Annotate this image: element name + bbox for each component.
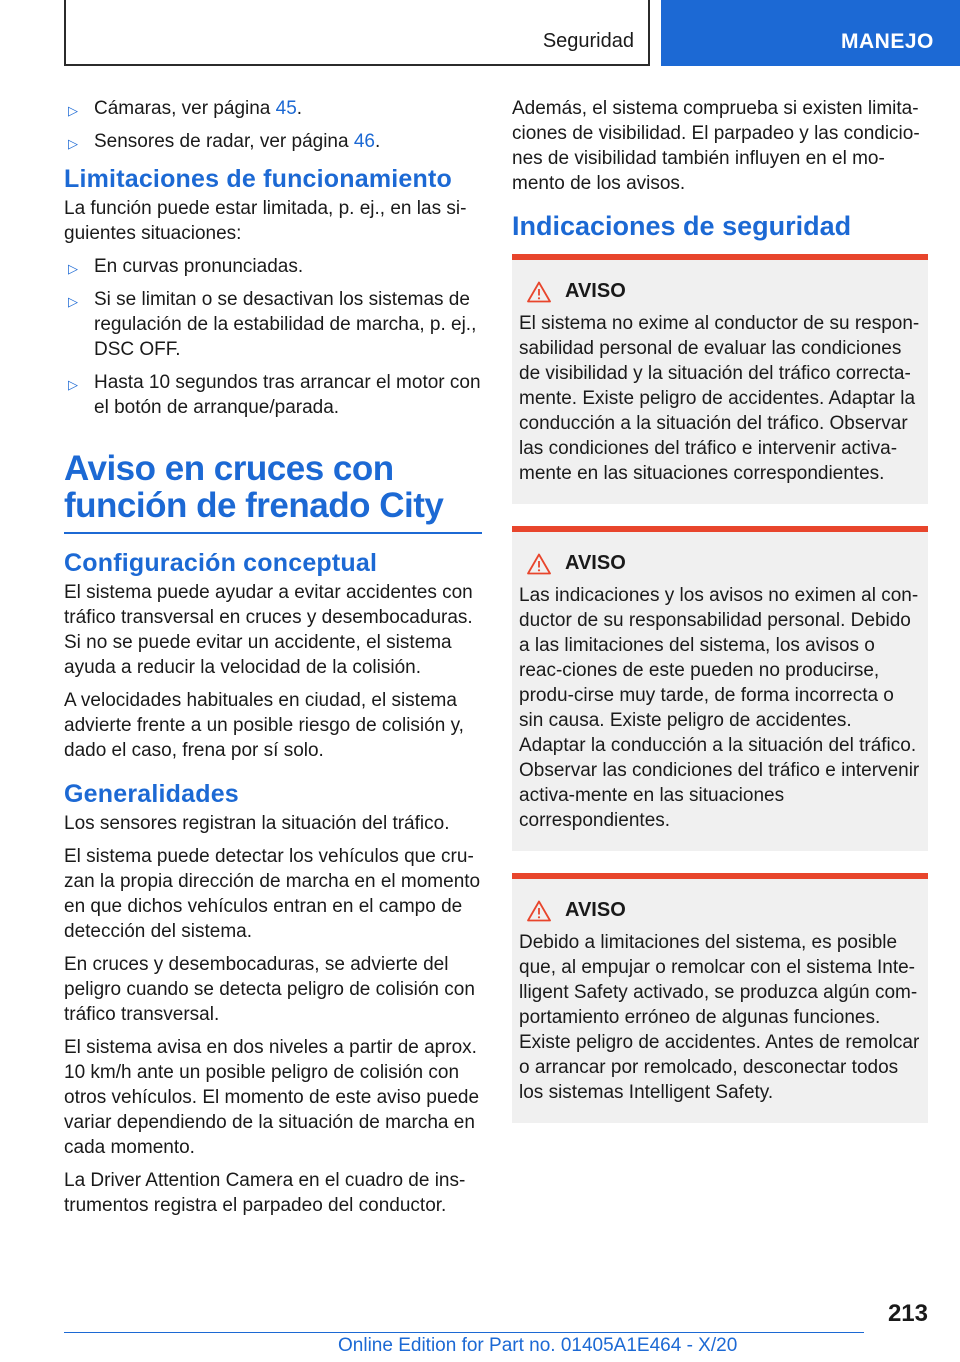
list-item-text: Cámaras, ver página xyxy=(94,98,276,119)
general-paragraph: En cruces y desembocaduras, se advierte del peligro cuando se detecta peligro de colisión con tráfico transversal. xyxy=(64,954,475,1025)
edition-note: Online Edition for Part no. 01405A1E464 - X/20 xyxy=(338,1335,738,1356)
footer-divider xyxy=(64,1332,864,1333)
safety-heading: Indicaciones de seguridad xyxy=(512,211,852,241)
triangle-right-outline-icon: ▷ xyxy=(68,136,78,151)
chapter-tab-label: MANEJO xyxy=(841,30,934,53)
list-item-suffix: . xyxy=(374,131,381,152)
warning-title: AVISO xyxy=(565,280,626,302)
limitations-intro: La función puede estar limitada, p. ej., en las si‐guientes situaciones: xyxy=(64,198,467,244)
warning-title: AVISO xyxy=(565,899,626,921)
chapter-tab[interactable] xyxy=(661,0,960,66)
triangle-right-outline-icon: ▷ xyxy=(68,377,78,392)
warning-box xyxy=(512,254,928,504)
triangle-right-outline-icon: ▷ xyxy=(68,103,78,118)
page-number: 213 xyxy=(887,1300,928,1327)
header-section-title: Seguridad xyxy=(542,30,634,52)
concept-paragraph: A velocidades habituales en ciudad, el sistema advierte frente a un posible riesgo de colisión y, dado el caso, frena por sí solo. xyxy=(64,690,464,761)
concept-heading: Configuración conceptual xyxy=(64,549,378,577)
page-link[interactable]: 45 xyxy=(275,98,297,119)
triangle-right-outline-icon: ▷ xyxy=(68,294,78,309)
warning-triangle-icon xyxy=(527,900,551,922)
warning-triangle-icon xyxy=(527,281,551,303)
general-paragraph: El sistema avisa en dos niveles a partir de aprox. 10 km/h ante un posible peligro de colisión con otros vehículos. El momento de este aviso puede variar dependiendo de la situación de marcha en cada momento. xyxy=(64,1037,480,1158)
list-item xyxy=(64,129,482,154)
left-column xyxy=(64,96,482,1226)
list-item-suffix: . xyxy=(296,98,303,119)
chapter-title: Aviso en cruces con función de frenado City xyxy=(64,450,482,534)
warning-title: AVISO xyxy=(565,552,626,574)
limitations-bullet-list xyxy=(64,254,482,420)
list-item-text: Si se limitan o se desactivan los sistemas de regulación de la estabilidad de marcha, p. ej., DSC OFF. xyxy=(94,289,477,360)
list-item-text: Sensores de radar, ver página xyxy=(94,131,354,152)
visibility-paragraph: Además, el sistema comprueba si existen limita‐ciones de visibilidad. El parpadeo y las condicio‐nes de visibilidad también influyen en el mo‐mento de los avisos. xyxy=(512,98,920,194)
list-item xyxy=(64,287,482,362)
right-column xyxy=(512,96,928,1145)
warning-box xyxy=(512,526,928,851)
page-link[interactable]: 46 xyxy=(353,131,375,152)
list-item xyxy=(64,96,482,121)
warning-box xyxy=(512,873,928,1123)
header-section-box xyxy=(64,0,650,66)
list-item-text: Hasta 10 segundos tras arrancar el motor con el botón de arranque/parada. xyxy=(94,372,481,418)
reference-bullet-list xyxy=(64,96,482,154)
warning-text: Las indicaciones y los avisos no eximen al con‐ductor de su responsabilidad personal. Debido a las limitaciones del sistema, los avisos o reac‐ciones de este pueden no producirse, produ‐cirse muy tarde, de forma incorrecta o sin causa. Existe peligro de accidentes. Adaptar la conducción a la situación del tráfico. Observar las condiciones del tráfico e intervenir activa‐mente en las situaciones correspondientes. xyxy=(519,585,920,831)
concept-paragraph: El sistema puede ayudar a evitar accidentes con tráfico transversal en cruces y desembocaduras. Si no se puede evitar un accidente, el sistema ayuda a reducir la velocidad de la colisión. xyxy=(64,582,473,678)
general-paragraph: La Driver Attention Camera en el cuadro de ins‐trumentos registra el parpadeo del conductor. xyxy=(64,1170,466,1216)
general-paragraph: Los sensores registran la situación del tráfico. xyxy=(64,813,450,834)
warning-text: El sistema no exime al conductor de su respon‐sabilidad personal de evaluar las condiciones de visibilidad y la situación del tráfico correcta‐mente. Existe peligro de accidentes. Adaptar la conducción a la situación del tráfico. Observar las condiciones del tráfico e intervenir activa‐mente en las situaciones correspondientes. xyxy=(519,313,920,484)
warning-text: Debido a limitaciones del sistema, es posible que, al empujar o remolcar con el sistema Inte‐lligent Safety activado, se produzca algún com‐portamiento erróneo de algunas funciones. Existe peligro de accidentes. Antes de remolcar o arrancar por remolcado, desconectar todos los sistemas Intelligent Safety. xyxy=(519,932,920,1103)
list-item-text: En curvas pronunciadas. xyxy=(94,256,304,277)
limitations-heading: Limitaciones de funcionamiento xyxy=(64,165,452,193)
warning-triangle-icon xyxy=(527,553,551,575)
list-item xyxy=(64,254,482,279)
general-heading: Generalidades xyxy=(64,780,239,808)
triangle-right-outline-icon: ▷ xyxy=(68,261,78,276)
list-item xyxy=(64,370,482,420)
general-paragraph: El sistema puede detectar los vehículos que cru‐zan la propia dirección de marcha en el momento en que dichos vehículos entran en el campo de detección del sistema. xyxy=(64,846,481,942)
